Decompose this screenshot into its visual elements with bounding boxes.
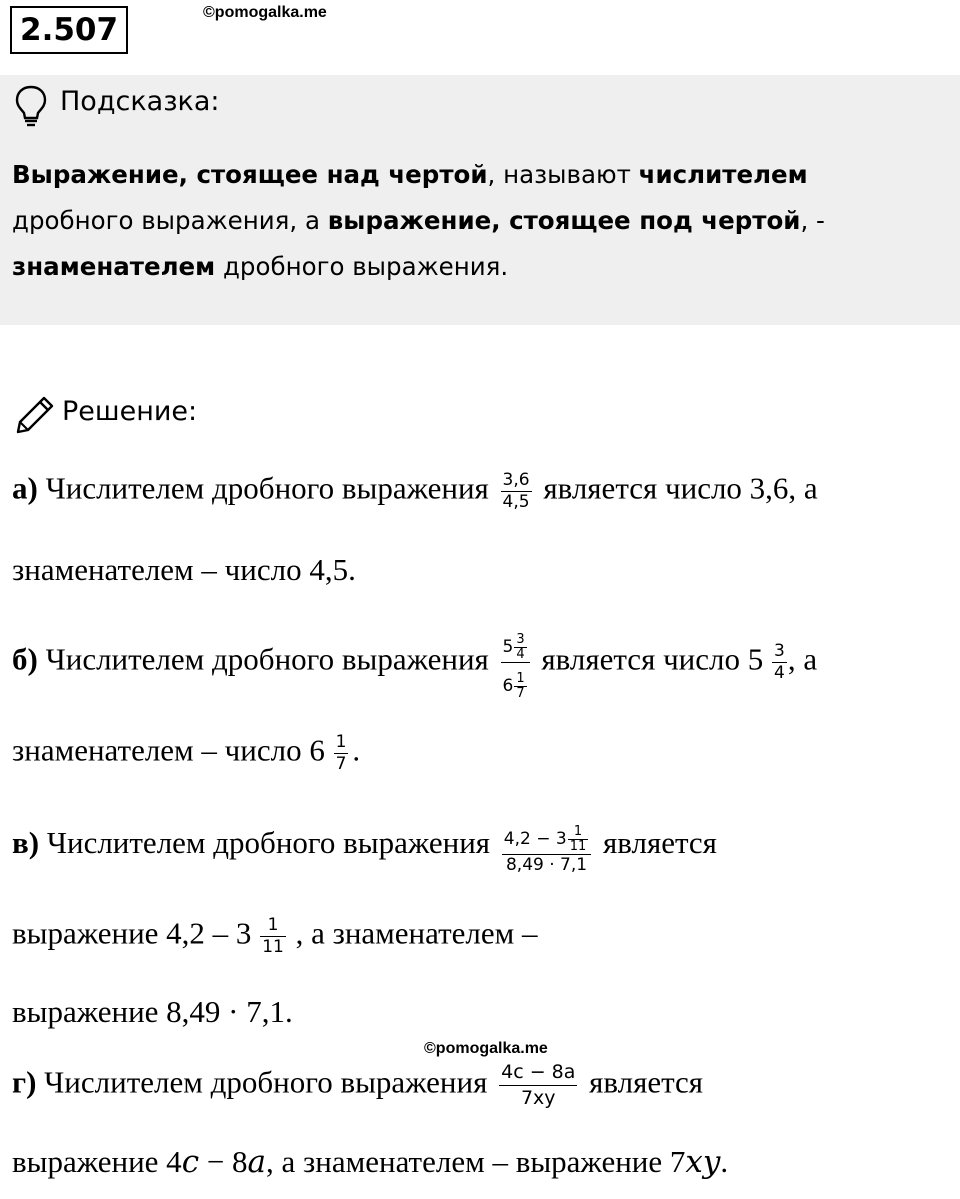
variable: c xyxy=(181,1144,200,1180)
solution-v-line-2 xyxy=(12,915,538,958)
fraction-b xyxy=(501,624,530,701)
denominator: 4,5 xyxy=(502,492,530,512)
denominator: 7 xyxy=(516,686,525,701)
numerator: 3 xyxy=(774,641,785,661)
whole: 6 xyxy=(502,676,514,696)
numerator-text: 4,2 − 3 xyxy=(503,829,567,849)
solution-title: Решение: xyxy=(62,396,198,427)
fraction-value xyxy=(260,915,286,958)
solution-g-line-1 xyxy=(12,1060,703,1111)
watermark-mid: ©pomogalka.me xyxy=(424,1040,548,1057)
hint-text-3: , - xyxy=(800,206,825,235)
fraction-a xyxy=(501,470,532,513)
text: выражение 4 xyxy=(12,1144,182,1179)
label-g: г) xyxy=(12,1064,37,1100)
numerator: 1 xyxy=(335,732,347,752)
text: Числителем дробного выражения xyxy=(39,825,498,861)
watermark-top: ©pomogalka.me xyxy=(203,4,327,21)
hint-bold-3: выражение, стоящее под чертой xyxy=(327,206,801,235)
pencil-icon xyxy=(14,394,56,441)
variable: xy xyxy=(685,1144,721,1180)
hint-title: Подсказка: xyxy=(60,86,220,117)
solution-v-line-1 xyxy=(12,816,717,876)
task-number: 2.507 xyxy=(10,6,128,54)
text: знаменателем – число 6 xyxy=(12,732,333,768)
numerator: 3,6 xyxy=(502,470,530,490)
fraction-g xyxy=(499,1060,577,1111)
denominator: 11 xyxy=(262,937,284,957)
denominator: 4 xyxy=(516,647,525,662)
numerator: 1 xyxy=(260,915,286,937)
text: Числителем дробного выражения xyxy=(37,641,497,677)
text: выражение 4,2 – 3 xyxy=(12,915,260,951)
hint-text-2: дробного выражения, а xyxy=(12,206,328,235)
hint-bold-2: числителем xyxy=(638,160,808,189)
hint-bold-4: знаменателем xyxy=(12,252,216,281)
solution-b-line-1 xyxy=(12,624,817,701)
text: , а xyxy=(787,641,818,677)
solution-a-line-2: знаменателем – число 4,5. xyxy=(12,552,356,587)
solution-v-line-3: выражение 8,49 · 7,1. xyxy=(12,994,293,1029)
hint-bold-1: Выражение, стоящее над чертой xyxy=(12,160,488,189)
denominator: 8,49 · 7,1 xyxy=(505,855,588,875)
text: . xyxy=(720,1144,729,1179)
denominator: 7 xyxy=(335,754,347,774)
fraction-value xyxy=(334,732,349,775)
text: является число 3,6, а xyxy=(535,470,818,506)
denominator: 7xy xyxy=(520,1087,556,1109)
solution-b-line-2 xyxy=(12,732,360,775)
hint-text xyxy=(12,152,942,290)
numerator: 3 xyxy=(516,632,525,647)
variable: a xyxy=(247,1144,267,1180)
text: , а знаменателем – xyxy=(287,915,538,951)
label-v: в) xyxy=(12,825,40,861)
hint-text-1: , называют xyxy=(487,160,639,189)
denominator: 11 xyxy=(569,839,587,854)
text: . xyxy=(352,732,361,768)
denominator: 4 xyxy=(774,663,785,683)
text: является число 5 xyxy=(533,641,771,677)
numerator: 1 xyxy=(516,671,525,686)
numerator: 4c − 8a xyxy=(499,1060,577,1086)
numerator: 1 xyxy=(568,825,589,840)
text: Числителем дробного выражения xyxy=(36,1064,496,1100)
solution-a-line-1 xyxy=(12,470,818,513)
lightbulb-icon xyxy=(14,84,48,133)
fraction-value xyxy=(772,641,787,684)
solution-g-line-2 xyxy=(12,1144,728,1180)
text: является xyxy=(595,825,717,861)
text: Числителем дробного выражения xyxy=(37,470,497,506)
hint-text-4: дробного выражения. xyxy=(215,252,509,281)
fraction-v xyxy=(502,816,591,876)
text: , а знаменателем – выражение 7 xyxy=(266,1144,686,1179)
text: является xyxy=(581,1064,704,1100)
label-a: а) xyxy=(12,470,38,506)
text: − 8 xyxy=(199,1144,248,1179)
label-b: б) xyxy=(12,641,38,677)
whole: 5 xyxy=(502,637,514,657)
